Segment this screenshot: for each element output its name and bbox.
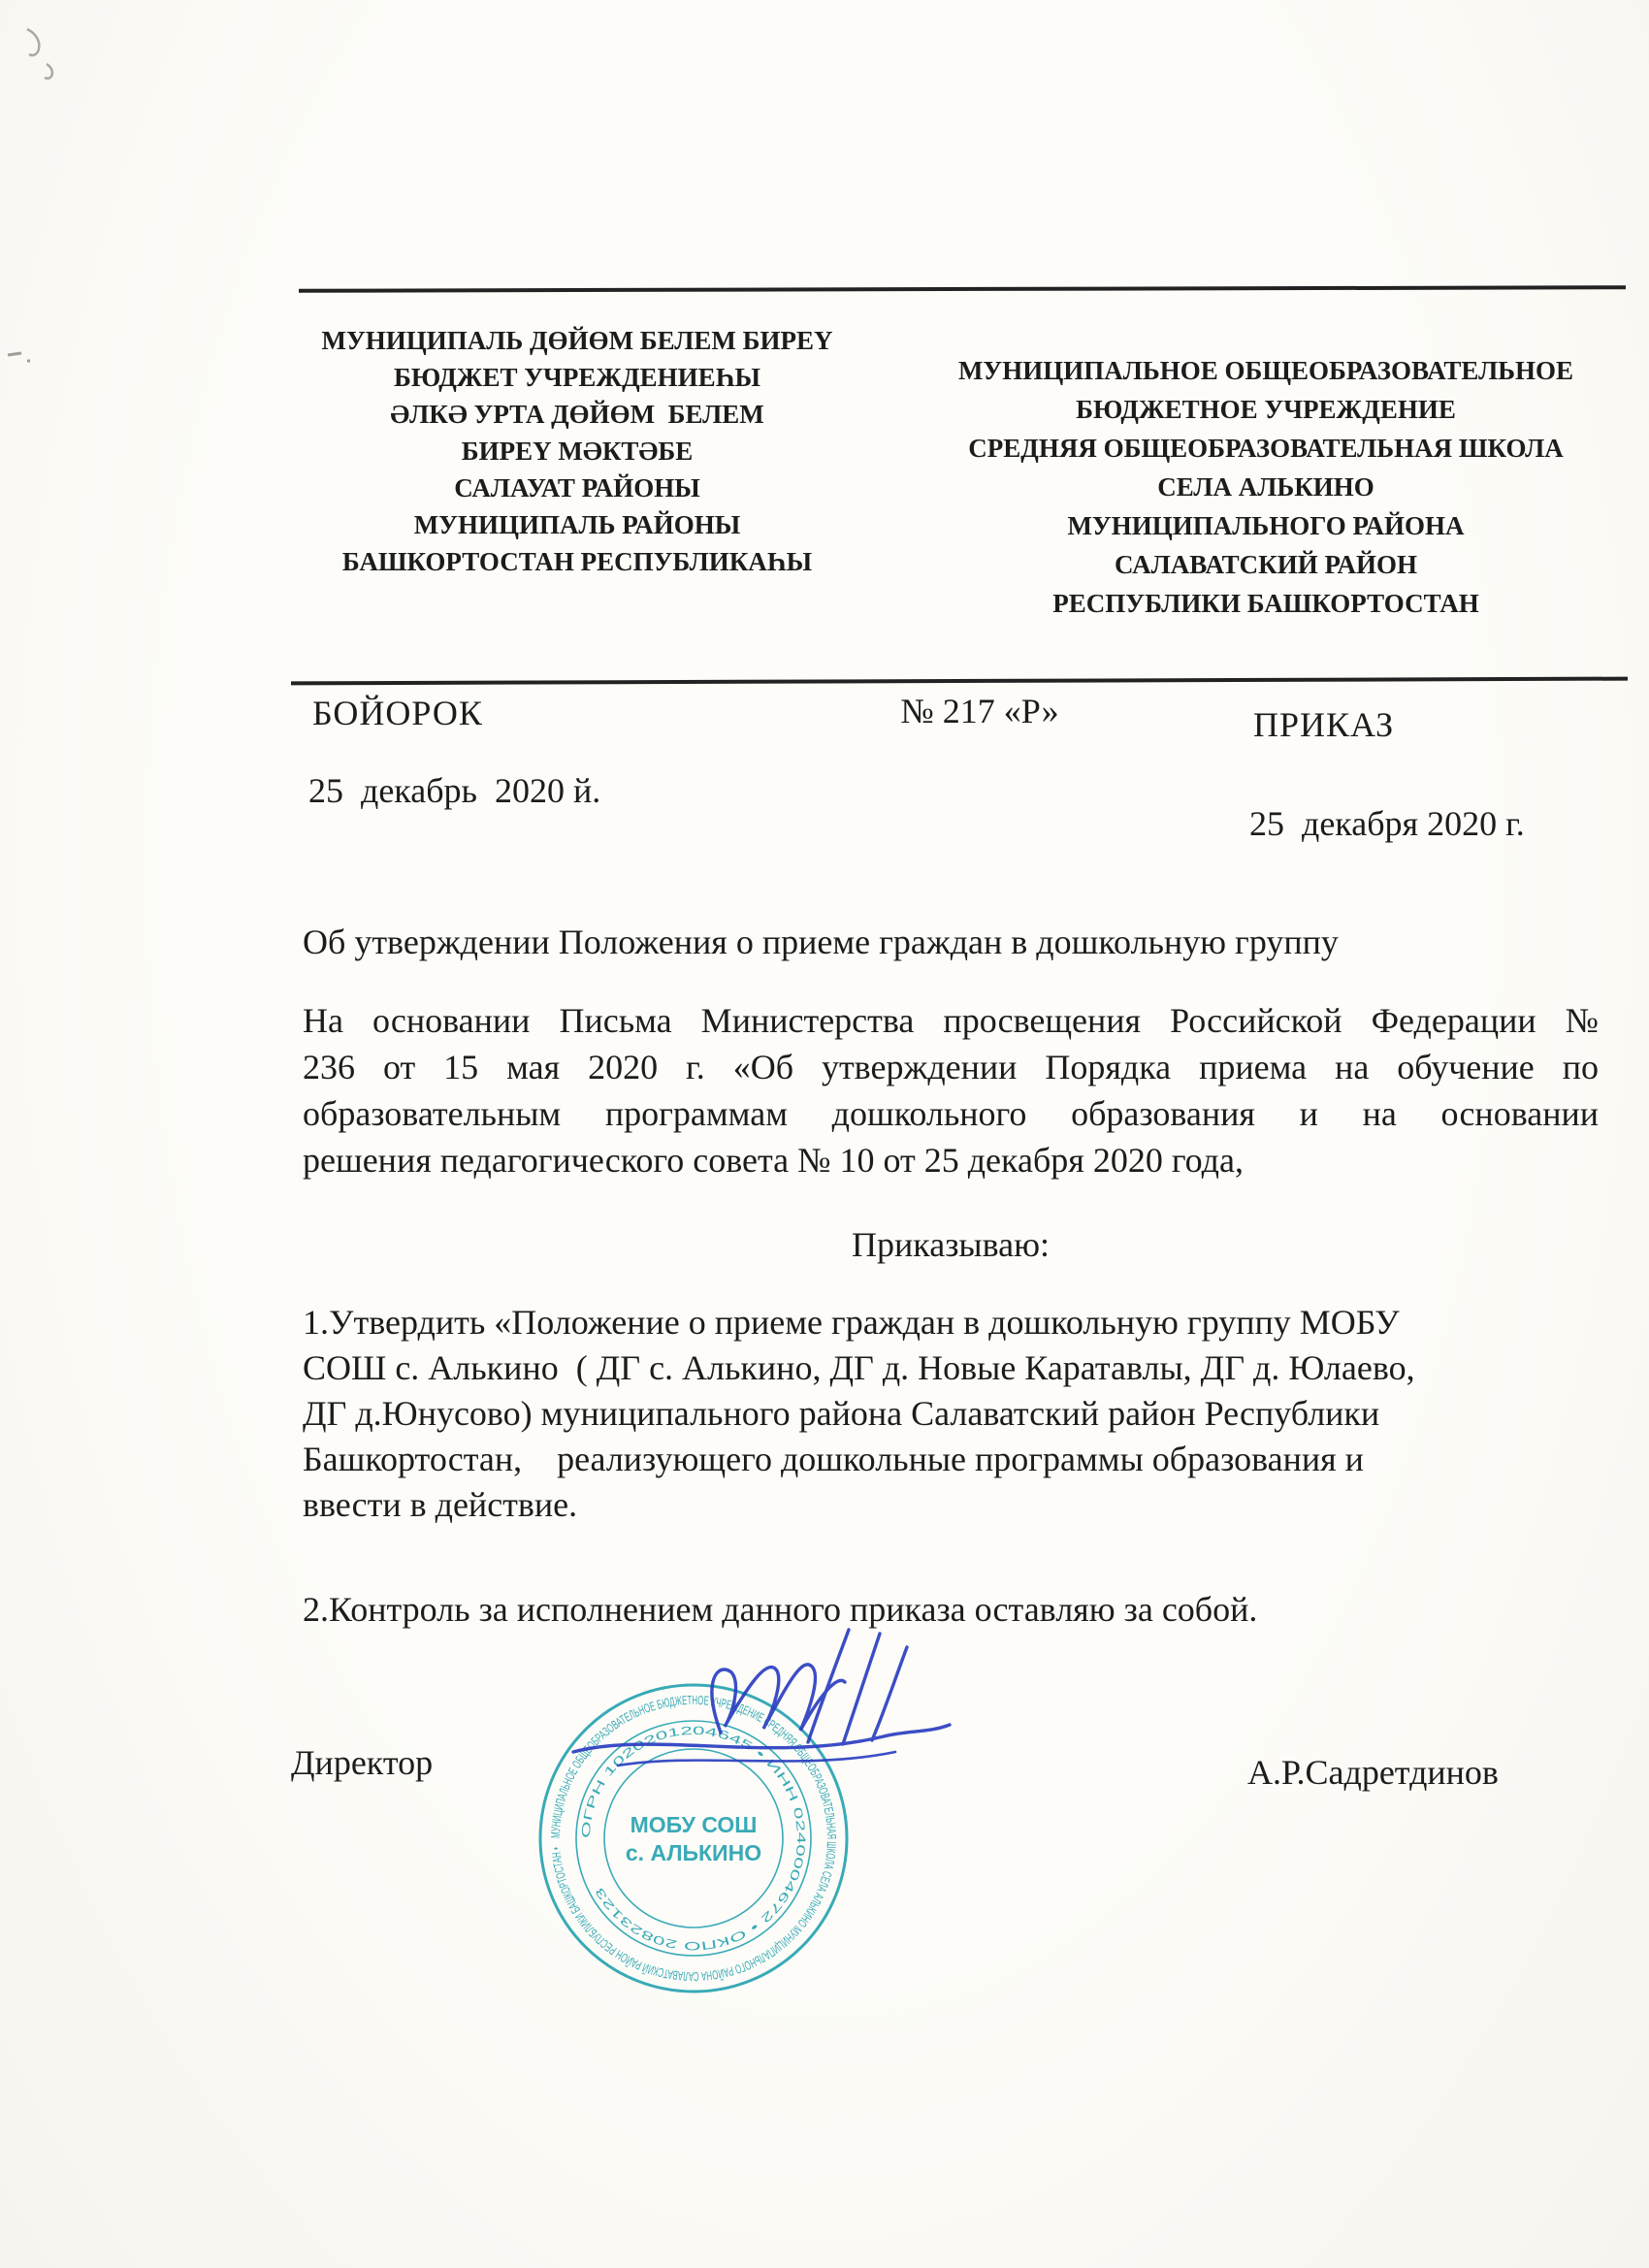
org-line: САЛАУАТ РАЙОНЫ [454,473,700,502]
org-line: МУНИЦИПАЛЬ ДӨЙӨМ БЕЛЕМ БИРЕҮ [321,326,833,355]
decree-word: Приказываю: [852,1225,1050,1264]
org-line: СЕЛА АЛЬКИНО [1157,472,1374,502]
order-date-russian: 25 декабря 2020 г. [1249,804,1525,843]
org-line: МУНИЦИПАЛЬНОГО РАЙОНА [1067,511,1465,540]
org-line: ӘЛКӘ УРТА ДӨЙӨМ БЕЛЕМ [390,400,764,429]
org-line: БЮДЖЕТ УЧРЕЖДЕНИЕҺЫ [393,363,760,392]
stamp-ring-text: МУНИЦИПАЛЬНОЕ ОБЩЕОБРАЗОВАТЕЛЬНОЕ БЮДЖЕТНОЕ УЧРЕЖДЕНИЕ СРЕДНЯЯ ОБЩЕОБРАЗОВАТЕЛЬНАЯ ШКОЛА СЕЛА АЛЬКИНО МУНИЦИПАЛЬНОГО РАЙОНА САЛАВАТСКИЙ РАЙОН РЕСПУБЛИКИ БАШКОРТОСТАН • [547,1692,840,1985]
org-name-bashkir [320,322,834,580]
order-number: № 217 «Р» [900,692,1059,730]
preamble-line: На основании Письма Министерства просвещения Российской Федерации № [303,1001,1599,1040]
item-line: Башкортостан, реализующего дошкольные программы образования и [303,1440,1364,1478]
order-item-1 [303,1300,1622,1528]
stamp-numbers-text: ОГРН 1020201204645 • ИНН 0240004672 • ОКПО 20823123 [578,1723,809,1954]
stamp-center-line-2: с. АЛЬКИНО [625,1840,762,1865]
signer-name: А.Р.Садретдинов [1247,1753,1499,1792]
org-line: БЮДЖЕТНОЕ УЧРЕЖДЕНИЕ [1076,395,1456,424]
preamble-line: образовательным программам дошкольного образования и на основании [303,1094,1599,1133]
director-signature [558,1618,965,1798]
header-top-rule [299,285,1626,293]
org-line: РЕСПУБЛИКИ БАШКОРТОСТАН [1052,589,1479,618]
preamble-line: решения педагогического совета № 10 от 25 декабря 2020 года, [303,1141,1244,1180]
stamp-center-line-1: МОБУ СОШ [630,1812,758,1837]
org-line: МУНИЦИПАЛЬНОЕ ОБЩЕОБРАЗОВАТЕЛЬНОЕ [957,356,1574,385]
order-date-bashkir: 25 декабрь 2020 й. [308,771,601,810]
order-title-bashkir: БОЙОРОК [312,694,483,732]
order-preamble [303,997,1599,1183]
item-line: ввести в действие. [303,1485,578,1524]
org-line: БИРЕҮ МӘКТӘБЕ [461,437,694,466]
item-line: ДГ д.Юнусово) муниципального района Салаватский район Республики [303,1394,1380,1433]
item-line: 1.Утвердить «Положение о приеме граждан в дошкольную группу МОБУ [303,1303,1400,1342]
org-line: СРЕДНЯЯ ОБЩЕОБРАЗОВАТЕЛЬНАЯ ШКОЛА [968,434,1564,463]
scan-artifact [17,21,85,89]
item-line: СОШ с. Алькино ( ДГ с. Алькино, ДГ д. Новые Каратавлы, ДГ д. Юлаево, [303,1348,1415,1387]
signer-position: Директор [291,1743,434,1782]
header-bottom-rule [291,677,1628,686]
org-name-russian [912,351,1620,623]
org-line: БАШКОРТОСТАН РЕСПУБЛИКАҺЫ [341,547,813,576]
preamble-line: 236 от 15 мая 2020 г. «Об утверждении Порядка приема на обучение по [303,1048,1599,1086]
order-title-russian: ПРИКАЗ [1253,705,1395,744]
scan-artifact [4,345,43,374]
org-line: САЛАВАТСКИЙ РАЙОН [1114,550,1418,579]
org-line: МУНИЦИПАЛЬ РАЙОНЫ [413,510,741,539]
order-item-2: 2.Контроль за исполнением данного приказа оставляю за собой. [303,1590,1258,1629]
order-subject: Об утверждении Положения о приеме граждан в дошкольную группу [303,923,1339,961]
